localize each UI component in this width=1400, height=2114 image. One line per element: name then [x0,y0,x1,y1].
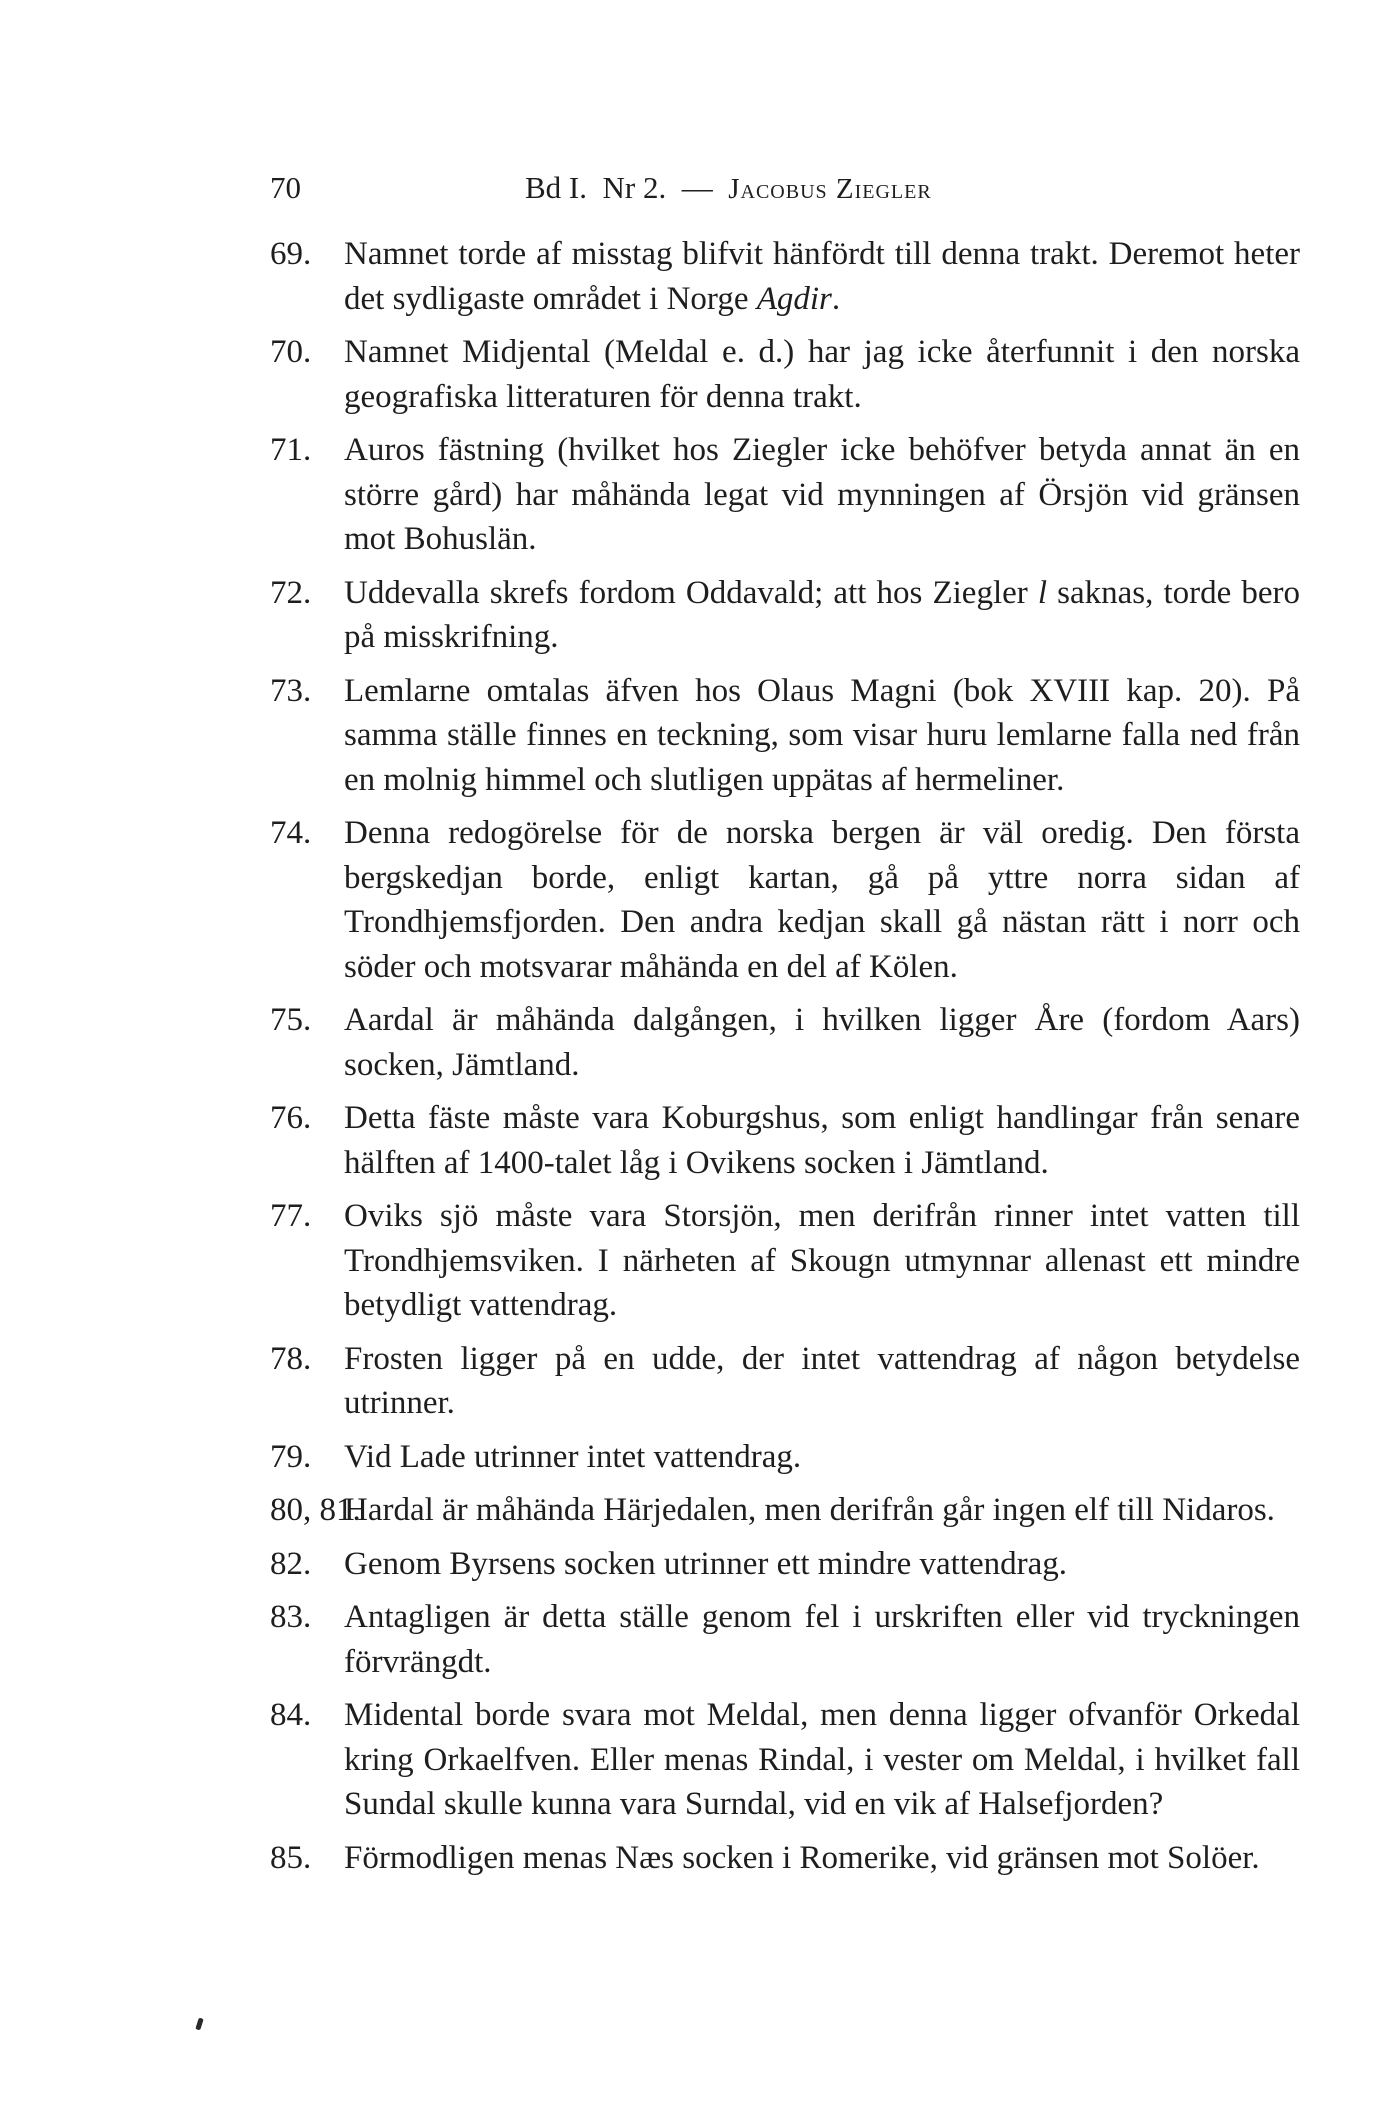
note-text-body: Oviks sjö måste vara Storsjön, men derifrån rinner intet vatten till Trondhjemsviken. I närheten af Skougn utmynnar allenast ett mindre betydligt vattendrag. [344,1198,1300,1323]
note-text [344,815,1300,985]
note-number: 69. [270,236,312,272]
author-name: Jacobus Ziegler [728,173,932,205]
note-text [344,1002,1300,1083]
note-number: 74. [270,815,312,851]
note-text-body: Namnet torde af misstag blifvit hänfördt till denna trakt. Deremot heter det sydligaste området i Norge [344,236,1300,317]
note-entry [270,669,1300,803]
note-text-tail: saknas, torde bero på misskrifning. [344,574,1300,655]
note-text-body: Namnet Midjental (Meldal e. d.) har jag icke återfunnit i den norska geografiska litteraturen för denna trakt. [344,334,1300,415]
note-text [344,1599,1300,1680]
note-text [344,1492,1275,1528]
note-text-body: Uddevalla skrefs fordom Oddavald; att hos Ziegler [344,574,1038,611]
note-text-body: Midental borde svara mot Meldal, men denna ligger ofvanför Orkedal kring Orkaelfven. Eller menas Rindal, i vester om Meldal, i hvilket fall Sundal skulle kunna vara Surndal, vid en vik af Halsefjorden? [344,1697,1300,1822]
running-title [525,170,932,206]
note-text [344,1697,1300,1822]
note-number: 79. [270,1438,312,1475]
note-number: 83. [270,1599,312,1635]
note-text-body: Antagligen är detta ställe genom fel i urskriften eller vid tryckningen förvrängdt. [344,1599,1300,1680]
note-number: 80, 81. [270,1492,361,1528]
page-number: 70 [270,170,301,205]
note-entry [270,1194,1300,1328]
note-number: 70. [270,334,312,370]
note-text-body: Lemlarne omtalas äfven hos Olaus Magni (bok XVIII kap. 20). På samma ställe finnes en teckning, som visar huru lemlarne falla ned från en molnig himmel och slutligen uppätas af hermeliner. [344,672,1300,798]
running-head [270,170,1300,220]
note-text-body: Auros fästning (hvilket hos Ziegler icke behöfver betyda annat än en större gård) har måhända legat vid mynningen af Örsjön vid gränsen mot Bohuslän. [344,432,1300,557]
title-dash: — [681,170,713,205]
note-entry [270,1337,1300,1426]
note-entry [270,1836,1300,1881]
note-text [344,1100,1300,1181]
note-text-body: Denna redogörelse för de norska bergen är väl oredig. Den första bergskedjan borde, enligt kartan, gå på yttre norra sidan af Trondhjemsfjorden. Den andra kedjan skall gå nästan rätt i norr och söder och motsvarar måhända en del af Kölen. [344,815,1300,985]
note-number: 77. [270,1198,312,1234]
note-text [344,432,1300,557]
note-number: 71. [270,432,312,468]
note-entry [270,232,1300,321]
note-text-body: Detta fäste måste vara Koburgshus, som enligt handlingar från senare hälften af 1400-talet låg i Ovikens socken i Jämtland. [344,1100,1300,1181]
note-text [344,1198,1300,1323]
note-text [344,236,1300,317]
note-entry [270,1435,1300,1480]
note-entry [270,571,1300,660]
note-entry [270,330,1300,419]
note-entry [270,1488,1300,1533]
note-number: 75. [270,1002,312,1038]
note-text [344,1341,1300,1422]
note-text [344,1546,1067,1582]
note-entry [270,428,1300,562]
note-text-body: Genom Byrsens socken utrinner ett mindre vattendrag. [344,1545,1068,1582]
note-text-italic: l [1037,574,1048,611]
note-entry [270,1595,1300,1684]
note-entry [270,811,1300,989]
note-text-tail: . [831,280,841,317]
note-text [344,673,1300,798]
note-number: 85. [270,1839,312,1876]
note-text-italic: Agdir [756,280,832,317]
note-entry [270,1096,1300,1185]
notes-list [270,232,1300,1889]
note-entry [270,1542,1300,1587]
note-text [344,1439,801,1475]
note-number: 76. [270,1100,312,1136]
note-number: 72. [270,574,312,611]
note-number: 73. [270,672,312,709]
note-number: 84. [270,1697,312,1733]
note-text-body: Förmodligen menas Næs socken i Romerike, vid gränsen mot Solöer. [344,1839,1260,1876]
note-text [344,1840,1260,1876]
note-number: 78. [270,1340,312,1377]
issue-label: Nr 2. [602,170,667,205]
note-entry [270,998,1300,1087]
note-text-body: Aardal är måhända dalgången, i hvilken ligger Åre (fordom Aars) socken, Jämtland. [344,1002,1300,1083]
note-entry [270,1693,1300,1827]
note-number: 82. [270,1545,312,1582]
volume-label: Bd I. [525,170,587,205]
note-text-body: Frosten ligger på en udde, der intet vattendrag af någon betydelse utrinner. [344,1340,1300,1421]
note-text-body: Hardal är måhända Härjedalen, men derifrån går ingen elf till Nidaros. [344,1492,1275,1528]
note-text-body: Vid Lade utrinner intet vattendrag. [344,1438,802,1475]
ink-speck [195,2018,203,2031]
note-text [344,575,1300,656]
note-text [344,334,1300,415]
